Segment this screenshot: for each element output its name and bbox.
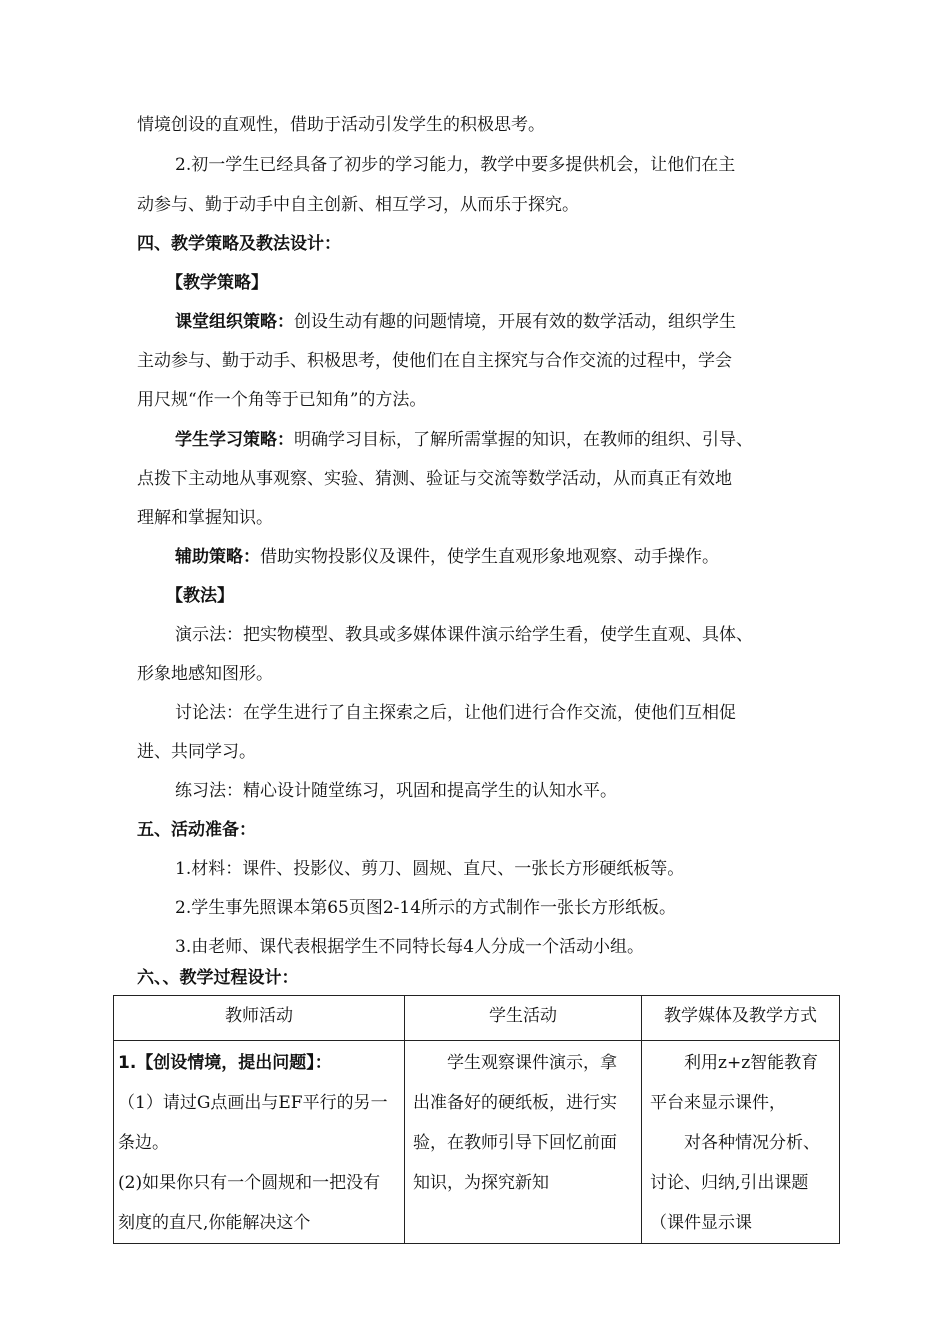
header-teacher-activity: 教师活动 [114,996,405,1041]
table-row [114,1041,840,1244]
paragraph-line [175,545,719,569]
student-activity-cell [405,1041,642,1244]
media-text: 对各种情况分析、讨论、归纳,引出课题（课件显示课 [650,1133,820,1233]
paragraph-line: 讨论法：在学生进行了自主探索之后，让他们进行合作交流，使他们互相促 [175,703,736,723]
strategy-text: 创设生动有趣的问题情境，开展有效的数学活动，组织学生 [294,312,736,332]
strategy-text: 明确学习目标，了解所需掌握的知识，在教师的组织、引导、 [294,430,753,450]
paragraph-line [175,310,736,334]
strategy-label: 学生学习策略： [175,430,294,450]
paragraph-line [175,428,753,452]
paragraph-line: 主动参与、勤于动手、积极思考，使他们在自主探究与合作交流的过程中，学会 [137,351,732,371]
paragraph-line: 理解和掌握知识。 [137,508,273,528]
media-text: 利用z+z智能教育平台来显示课件， [650,1053,819,1113]
question-item: （1）请过G点画出与EF平行的另一条边。 [118,1093,388,1153]
activity-title: 1.【创设情境，提出问题】： [118,1053,332,1073]
list-item: 3.由老师、课代表根据学生不同特长每4人分成一个活动小组。 [175,937,645,957]
strategy-label: 课堂组织策略： [175,312,294,332]
header-media: 教学媒体及教学方式 [642,996,840,1041]
header-student-activity: 学生活动 [405,996,642,1041]
paragraph-line: 情境创设的直观性，借助于活动引发学生的积极思考。 [137,115,545,135]
paragraph-line: 点拨下主动地从事观察、实验、猜测、验证与交流等数学活动，从而真正有效地 [137,469,732,489]
section-heading-4: 四、教学策略及教法设计： [137,234,341,254]
student-activity-text: 学生观察课件演示，拿出准备好的硬纸板，进行实验，在教师引导下回忆前面知识，为探究新知 [413,1053,617,1193]
section-heading-5: 五、活动准备： [137,820,256,840]
paragraph-line: 动参与、勤于动手中自主创新、相互学习，从而乐于探究。 [137,195,579,215]
question-item: (2)如果你只有一个圆规和一把没有刻度的直尺,你能解决这个 [118,1173,381,1233]
subheading-strategy: 【教学策略】 [166,273,268,293]
process-table [113,995,840,1244]
strategy-label: 辅助策略： [175,547,260,567]
section-heading-6: 六、、教学过程设计： [137,968,299,988]
paragraph-line: 练习法：精心设计随堂练习，巩固和提高学生的认知水平。 [175,781,617,801]
table-header-row [114,996,840,1041]
paragraph-line: 形象地感知图形。 [137,664,273,684]
list-item: 1.材料：课件、投影仪、剪刀、圆规、直尺、一张长方形硬纸板等。 [175,859,685,879]
paragraph-line: 2.初一学生已经具备了初步的学习能力，教学中要多提供机会，让他们在主 [175,155,736,175]
media-cell [642,1041,840,1244]
paragraph-line: 进、共同学习。 [137,742,256,762]
paragraph-line: 用尺规“作一个角等于已知角”的方法。 [137,390,427,410]
teacher-activity-cell [114,1041,405,1244]
list-item: 2.学生事先照课本第65页图2-14所示的方式制作一张长方形纸板。 [175,898,677,918]
strategy-text: 借助实物投影仪及课件，使学生直观形象地观察、动手操作。 [260,547,719,567]
paragraph-line: 演示法：把实物模型、教具或多媒体课件演示给学生看，使学生直观、具体、 [175,625,753,645]
subheading-method: 【教法】 [166,586,234,606]
